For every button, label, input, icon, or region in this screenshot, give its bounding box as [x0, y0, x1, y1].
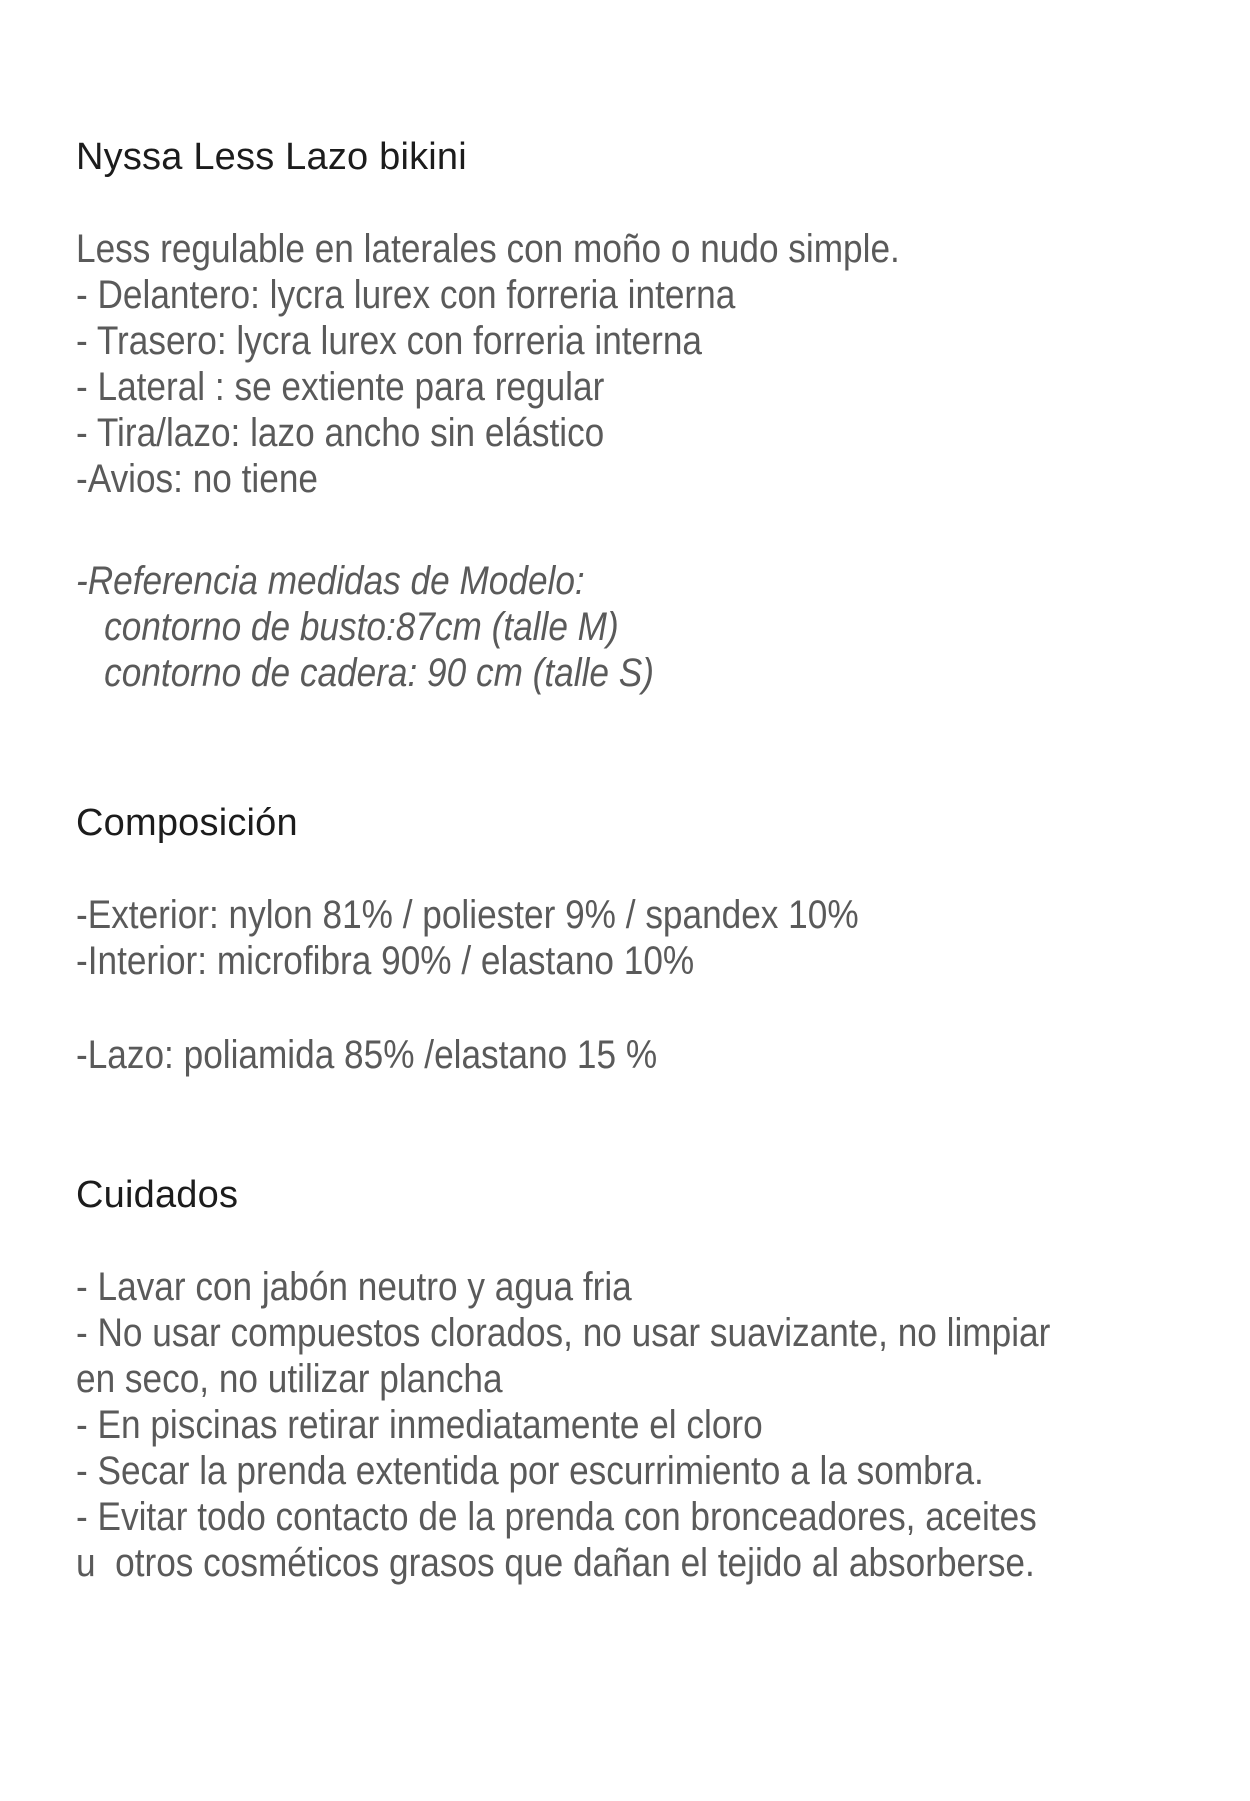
care-line: - Secar la prenda extentida por escurrimiento a la sombra. [76, 1449, 984, 1493]
document-page [0, 134, 1250, 1586]
description-line: -Avios: no tiene [76, 457, 318, 501]
description-section [76, 226, 1220, 502]
model-reference-line: -Referencia medidas de Modelo: [76, 559, 585, 603]
composition-line: -Interior: microfibra 90% / elastano 10% [76, 939, 695, 983]
description-line: - Delantero: lycra lurex con forreria interna [76, 273, 736, 317]
care-line: - No usar compuestos clorados, no usar suavizante, no limpiar [76, 1311, 1051, 1355]
composition-line: -Exterior: nylon 81% / poliester 9% / spandex 10% [76, 893, 859, 937]
care-section [76, 1264, 1220, 1586]
composition-section [76, 892, 1220, 984]
model-reference-line: contorno de cadera: 90 cm (talle S) [104, 651, 654, 695]
description-line: - Tira/lazo: lazo ancho sin elástico [76, 411, 605, 455]
care-line: en seco, no utilizar plancha [76, 1357, 503, 1401]
description-line: - Lateral : se extiente para regular [76, 365, 605, 409]
model-reference-line: contorno de busto:87cm (talle M) [104, 605, 619, 649]
description-line: - Trasero: lycra lurex con forreria interna [76, 319, 703, 363]
product-title: Nyssa Less Lazo bikini [76, 136, 467, 178]
care-heading: Cuidados [76, 1174, 239, 1216]
model-reference-section [76, 558, 1220, 696]
description-line: Less regulable en laterales con moño o nudo simple. [76, 227, 900, 271]
composition-lazo-line: -Lazo: poliamida 85% /elastano 15 % [76, 1033, 658, 1077]
care-line: - Evitar todo contacto de la prenda con bronceadores, aceites [76, 1495, 1037, 1539]
care-line: u otros cosméticos grasos que dañan el tejido al absorberse. [76, 1541, 1035, 1585]
care-line: - Lavar con jabón neutro y agua fria [76, 1265, 632, 1309]
care-line: - En piscinas retirar inmediatamente el cloro [76, 1403, 763, 1447]
composition-heading: Composición [76, 802, 298, 844]
